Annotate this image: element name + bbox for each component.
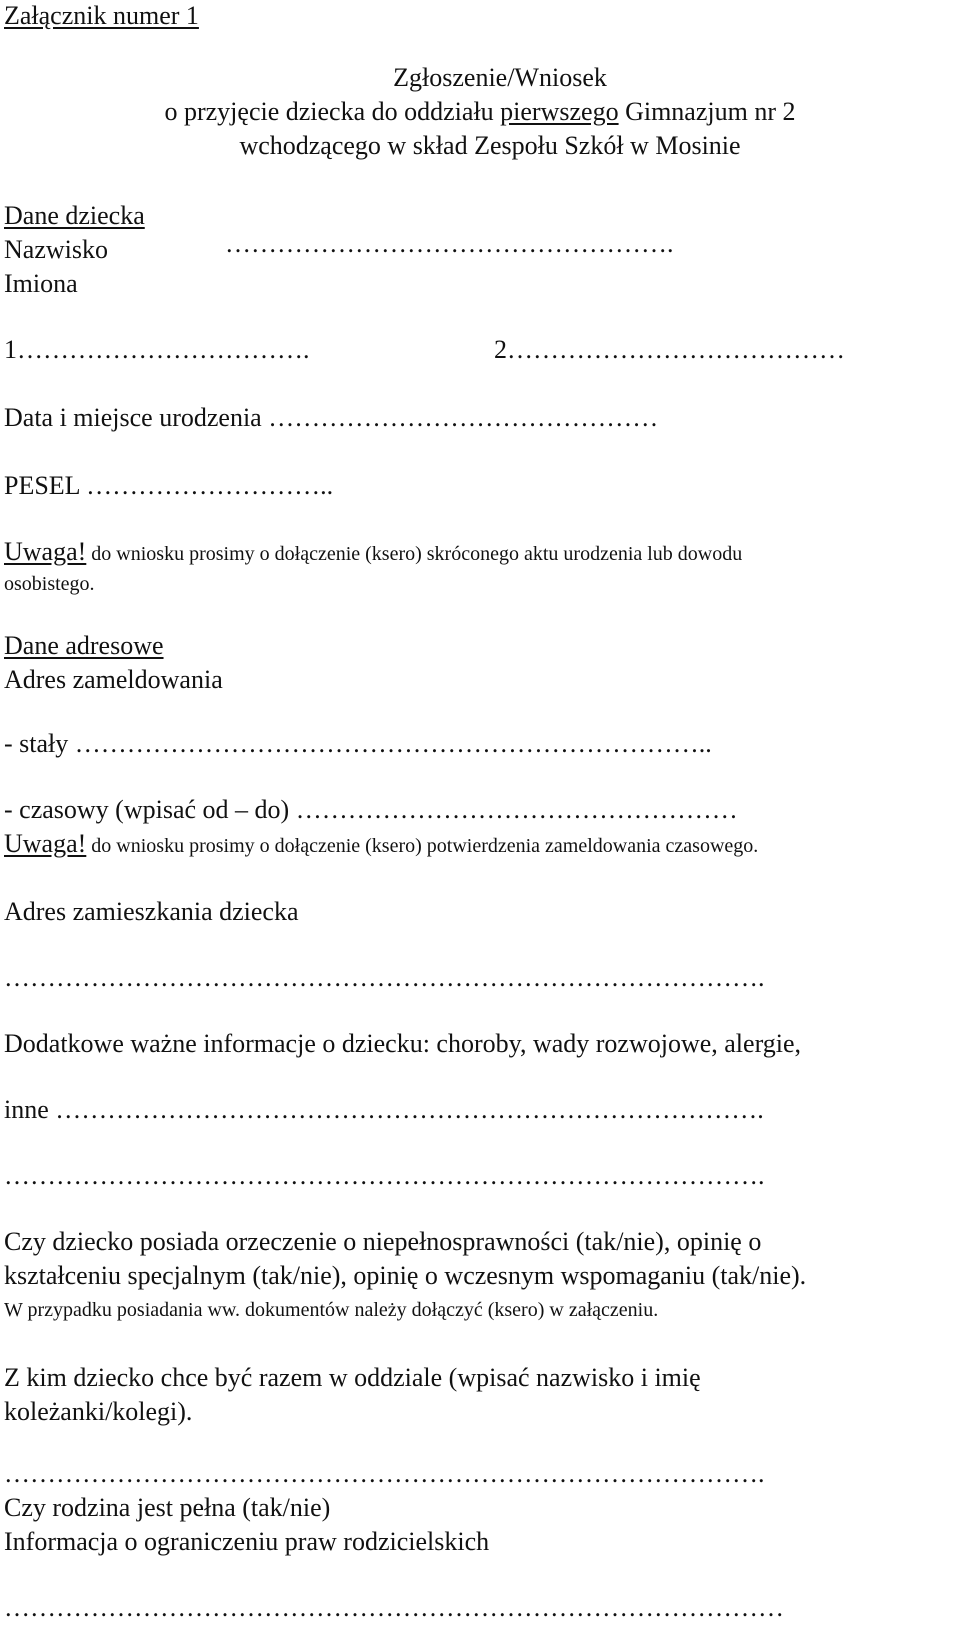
residence-address-field[interactable]: ……………………………………………………………………………. [4,963,765,992]
registration-address-label: Adres zameldowania [4,665,223,694]
form-title-line3: wchodzącego w skład Zespołu Szkół w Mosinie [239,131,741,160]
disability-question-line2: kształceniu specjalnym (tak/nie), opinię o wczesnym wspomaganiu (tak/nie). [4,1261,807,1290]
form-title-line2-pre: o przyjęcie dziecka do oddziału [164,97,501,126]
pesel-field[interactable]: ……………………….. [86,471,334,500]
birth-field[interactable]: ……………………………………… [268,403,659,432]
address-section-label: Dane adresowe [4,631,164,660]
second-name-field[interactable]: 2………………………………… [494,335,845,364]
residence-address-label: Adres zamieszkania dziecka [4,897,299,926]
note-birth-certificate [4,536,742,568]
pesel-label: PESEL [4,471,80,500]
child-section-label: Dane dziecka [4,201,145,230]
birth-label [4,402,658,434]
names-label: Imiona [4,269,78,298]
form-title-line2 [0,96,960,128]
permanent-address-field[interactable]: ……………………………………………………………….. [74,729,712,758]
pesel-row [4,470,333,502]
classmates-question-line1: Z kim dziecko chce być razem w oddziale (wpisać nazwisko i imię [4,1363,701,1392]
note-text-continued: osobistego. [4,573,95,595]
note-label-2: Uwaga! [4,829,87,858]
classmates-question-line2: koleżanki/kolegi). [4,1397,193,1426]
note-text-2: do wniosku prosimy o dołączenie (ksero) potwierdzenia zameldowania czasowego. [86,835,759,857]
extra-info-label: Dodatkowe ważne informacje o dziecku: choroby, wady rozwojowe, alergie, [4,1029,802,1058]
birth-label-text: Data i miejsce urodzenia [4,403,262,432]
extra-info-field-1[interactable]: ………………………………………………………………………. [55,1095,764,1124]
disability-note: W przypadku posiadania ww. dokumentów należy dołączyć (ksero) w załączeniu. [4,1299,659,1321]
attachment-label: Załącznik numer 1 [4,1,199,30]
extra-info-field-2[interactable]: ……………………………………………………………………………. [4,1161,765,1190]
form-title-line1: Zgłoszenie/Wniosek [393,63,607,92]
permanent-address-row [4,728,712,760]
custody-info-field[interactable]: ……………………………………………………………………………… [4,1593,784,1622]
first-name-field[interactable]: 1……………………………. [4,335,310,364]
note-temporary-registration [4,828,758,860]
permanent-address-label: - stały [4,729,69,758]
custody-info-label: Informacja o ograniczeniu praw rodzicielskich [4,1527,490,1556]
extra-info-row [4,1094,764,1126]
form-title-underlined-word: pierwszego [500,97,619,126]
temporary-address-label: - czasowy (wpisać od – do) [4,795,290,824]
extra-info-label-cont: inne [4,1095,49,1124]
form-title-line2-post: Gimnazjum nr 2 [618,97,796,126]
temporary-address-row [4,794,738,826]
surname-field[interactable]: ……………………………………………. [225,229,674,258]
disability-question-line1: Czy dziecko posiada orzeczenie o niepełnosprawności (tak/nie), opinię o [4,1227,762,1256]
note-label: Uwaga! [4,537,87,566]
note-text: do wniosku prosimy o dołączenie (ksero) skróconego aktu urodzenia lub dowodu [86,543,743,565]
temporary-address-field[interactable]: …………………………………………… [295,795,738,824]
classmates-field[interactable]: ……………………………………………………………………………. [4,1459,765,1488]
family-complete-question: Czy rodzina jest pełna (tak/nie) [4,1493,331,1522]
surname-label: Nazwisko [4,235,108,264]
